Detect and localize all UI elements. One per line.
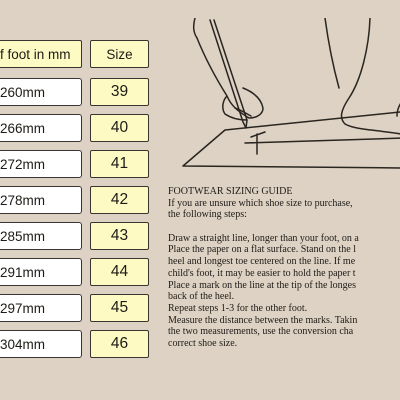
guide-step-line: Draw a straight line, longer than your foot, on a — [168, 232, 359, 244]
guide-step-line: child's foot, it may be easier to hold the paper t — [168, 267, 356, 279]
foot-length-cell: 272mm — [0, 150, 82, 178]
guide-step-line: heel and longest toe centered on the line. If me — [168, 256, 356, 268]
guide-step-line: Repeat steps 1-3 for the other foot. — [168, 302, 308, 314]
guide-spacer — [168, 221, 400, 233]
guide-step-line: back of the heel. — [168, 291, 235, 303]
size-cell: 41 — [90, 150, 149, 178]
hand-outline — [197, 38, 263, 120]
foot-length-cell: 260mm — [0, 78, 82, 106]
foot-length-cell: 285mm — [0, 222, 82, 250]
guide-title: FOOTWEAR SIZING GUIDE — [168, 186, 293, 197]
sizing-guide-text — [168, 186, 400, 350]
paper-sheet — [183, 112, 400, 168]
measuring-line — [245, 138, 400, 143]
size-cell: 40 — [90, 114, 149, 142]
size-cell: 45 — [90, 294, 149, 322]
guide-step-line: the two measurements, use the conversion cha — [168, 326, 354, 338]
size-cell: 44 — [90, 258, 149, 286]
foot-length-cell: 297mm — [0, 294, 82, 322]
size-header: Size — [90, 40, 149, 68]
guide-intro-line: the following steps: — [168, 209, 247, 221]
guide-step-line: Measure the distance between the marks. Takin — [168, 314, 358, 326]
foot-length-header: f foot in mm — [0, 40, 82, 68]
size-cell: 39 — [90, 78, 149, 106]
size-cell: 42 — [90, 186, 149, 214]
guide-intro-line: If you are unsure which shoe size to purchase, — [168, 197, 353, 209]
foot-length-cell: 278mm — [0, 186, 82, 214]
pen — [210, 20, 247, 128]
size-cell: 43 — [90, 222, 149, 250]
guide-step-line: Place a mark on the line at the tip of the longes — [168, 279, 356, 291]
foot-measuring-illustration — [165, 18, 400, 184]
foot-length-cell: 304mm — [0, 330, 82, 358]
sleeve-outline — [194, 18, 197, 38]
leg-outline — [325, 18, 339, 88]
foot-length-cell: 291mm — [0, 258, 82, 286]
guide-step-line: correct shoe size. — [168, 337, 238, 349]
foot-length-cell: 266mm — [0, 114, 82, 142]
guide-step-line: Place the paper on a flat surface. Stand on the l — [168, 244, 356, 256]
size-cell: 46 — [90, 330, 149, 358]
